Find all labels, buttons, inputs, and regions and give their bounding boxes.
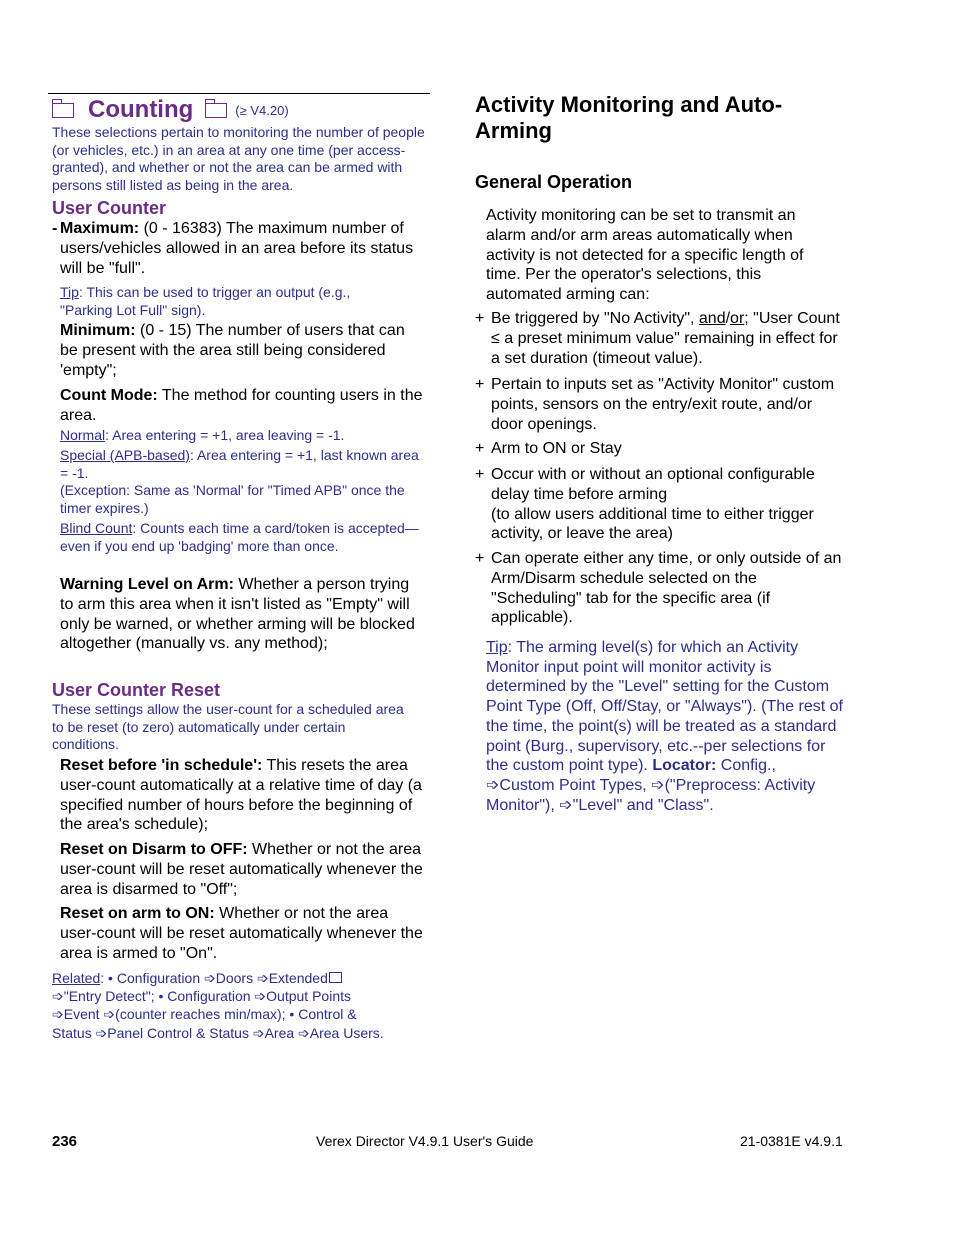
activity-tip: Tip: The arming level(s) for which an Activity Monitor input point will monitor activity is determined by the "Level" setting for the Custom Point Type (Off, Off/Stay, or "Always"). (The rest of the time, the point(s) will be treated as a standard point (Burg., supervisory, etc.--per selections for the custom point type). Locator: Config., ➩Custom Point Types, ➩("Preprocess: Activity Monitor"), ➩"Level" and "Class". bbox=[486, 639, 843, 814]
related-line-4[interactable]: Status ➩Panel Control & Status ➩Area ➩Area Users. bbox=[52, 1024, 384, 1041]
reset-disarm-label: Reset on Disarm to OFF: bbox=[60, 841, 248, 858]
maximum-text: (0 - 16383) The maximum number of users/vehicles allowed in an area before its status will be "full". bbox=[60, 220, 414, 277]
page-number: 236 bbox=[52, 1133, 78, 1150]
special-label[interactable]: Special (APB-based) bbox=[60, 447, 190, 463]
activity-intro: Activity monitoring can be set to transmit an alarm and/or arm areas automatically when activity is not detected for a specific length of time. Per the operator's selections, this automated arming can: bbox=[486, 207, 804, 304]
related-label[interactable]: Related bbox=[52, 970, 101, 986]
tip-output: Tip: This can be used to trigger an output (e.g., "Parking Lot Full" sign). bbox=[60, 284, 351, 318]
related-line-3[interactable]: ➩Event ➩(counter reaches min/max); • Control & bbox=[52, 1006, 357, 1023]
normal-label[interactable]: Normal bbox=[60, 427, 106, 443]
counting-heading: Counting (≥ V4.20) bbox=[52, 96, 289, 124]
version-note: (≥ V4.20) bbox=[235, 103, 289, 118]
related-line-1[interactable]: : • Configuration ➩Doors ➩Extended bbox=[100, 970, 328, 986]
maximum-item: - Maximum: (0 - 16383) The maximum number of users/vehicles allowed in an area before its status will be "full". bbox=[52, 220, 414, 277]
reset-before-label: Reset before 'in schedule': bbox=[60, 757, 263, 774]
reset-intro: These settings allow the user-count for a scheduled area to be reset (to zero) automatically under certain conditions. bbox=[52, 701, 404, 752]
folder-icon bbox=[205, 103, 227, 118]
reset-disarm-item bbox=[60, 840, 424, 899]
related-links bbox=[52, 969, 442, 1042]
reset-before-item bbox=[60, 756, 424, 835]
activity-bullet-2: + Pertain to inputs set as "Activity Monitor" custom points, sensors on the entry/exit route, and/or door openings. bbox=[475, 376, 835, 433]
count-mode-text: The method for counting users in the area. bbox=[60, 387, 423, 424]
special-mode: Special (APB-based): Area entering = +1, last known area = -1. bbox=[60, 447, 419, 481]
normal-mode: Normal: Area entering = +1, area leaving = -1. bbox=[60, 427, 345, 443]
footer-title: Verex Director V4.9.1 User's Guide bbox=[316, 1133, 534, 1149]
reset-before-text: This resets the area user-count automatically at a relative time of day (a specified number of hours before the beginning of the area's schedule); bbox=[60, 757, 422, 834]
activity-bullet-1: + Be triggered by "No Activity", and/or; "User Count ≤ a preset minimum value" remaining in effect for a set duration (timeout value). bbox=[475, 310, 840, 367]
tip-label[interactable]: Tip bbox=[486, 639, 508, 656]
user-counter-reset-heading: User Counter Reset bbox=[52, 680, 221, 700]
section-top-rule bbox=[48, 93, 430, 94]
warning-level-label: Warning Level on Arm: bbox=[60, 576, 234, 593]
folder-icon bbox=[329, 972, 342, 983]
blind-count-mode: Blind Count: Counts each time a card/token is accepted—even if you end up 'badging' more than once. bbox=[60, 520, 419, 554]
user-counter-heading: User Counter bbox=[52, 198, 167, 218]
minimum-label: Minimum: bbox=[60, 322, 136, 339]
reset-arm-label: Reset on arm to ON: bbox=[60, 905, 215, 922]
folder-icon bbox=[52, 103, 74, 118]
activity-bullet-4: + Occur with or without an optional configurable delay time before arming (to allow users additional time to either trigger activity, or leave the area) bbox=[475, 466, 815, 543]
locator-links[interactable]: Config., ➩Custom Point Types, ➩("Preprocess: Activity Monitor"), ➩"Level" and "Class". bbox=[486, 757, 816, 814]
activity-bullet-5: + Can operate either any time, or only outside of an Arm/Disarm schedule selected on the "Scheduling" tab for the specific area (if applicable). bbox=[475, 550, 842, 627]
count-mode-label: Count Mode: bbox=[60, 387, 158, 404]
warning-level-text: Whether a person trying to arm this area when it isn't listed as "Empty" will only be warned, or whether arming will be blocked altogether (manually vs. any method); bbox=[60, 576, 415, 653]
general-operation-heading: General Operation bbox=[475, 172, 633, 192]
activity-heading: Activity Monitoring and Auto- Arming bbox=[475, 92, 783, 143]
blind-count-label[interactable]: Blind Count bbox=[60, 520, 133, 536]
activity-bullet-3: + Arm to ON or Stay bbox=[475, 440, 622, 457]
footer-doc-number: 21-0381E v4.9.1 bbox=[740, 1133, 843, 1149]
warning-level-item bbox=[60, 575, 424, 654]
minimum-text: (0 - 15) The number of users that can be present with the area still being considered 'empty"; bbox=[60, 322, 405, 379]
locator-label: Locator: bbox=[652, 757, 717, 775]
reset-arm-item bbox=[60, 904, 424, 963]
reset-arm-text: Whether or not the area user-count will be reset automatically whenever the area is armed to "On". bbox=[60, 905, 423, 962]
count-mode-item bbox=[60, 386, 428, 426]
special-exception: (Exception: Same as 'Normal' for "Timed APB" once the timer expires.) bbox=[60, 482, 405, 516]
counting-intro: These selections pertain to monitoring the number of people (or vehicles, etc.) in an area at any one time (per access-granted), and whether or not the area can be armed with persons still listed as being in the area. bbox=[52, 124, 425, 193]
tip-label[interactable]: Tip bbox=[60, 284, 79, 300]
reset-disarm-text: Whether or not the area user-count will be reset automatically whenever the area is disarmed to "Off"; bbox=[60, 841, 423, 898]
minimum-item bbox=[60, 321, 424, 380]
related-line-2[interactable]: ➩"Entry Detect"; • Configuration ➩Output Points bbox=[52, 988, 351, 1005]
maximum-label: Maximum: bbox=[60, 220, 140, 237]
